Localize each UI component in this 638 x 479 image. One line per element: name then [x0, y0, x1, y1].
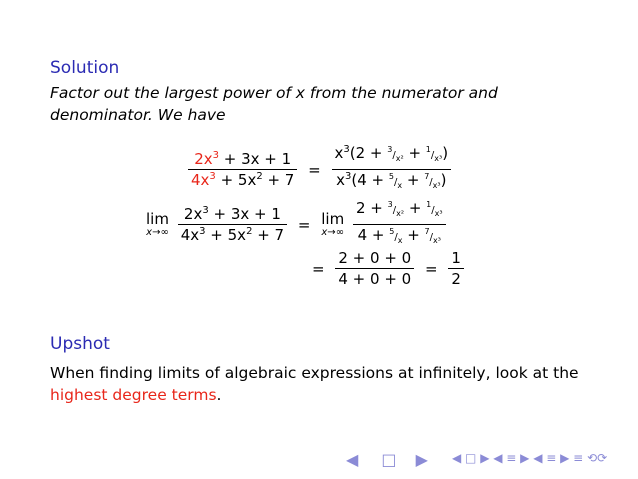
equation-line-1	[188, 143, 451, 196]
fraction-limit-left: $\frac{2x^3 + 3x + 1}{4x^3 + 5x^2 + 7}$	[178, 204, 287, 245]
frame-box-icon[interactable]: □	[381, 450, 397, 469]
slide-nav-primary	[346, 450, 432, 469]
highlight-terms: highest degree terms	[50, 386, 217, 404]
fraction-factored: $\frac{x^3(2 + ^3/_{x^2} + ^1/_{x^3})}{x^3(4 + ^5/_x + ^7/_{x^3})}$	[332, 143, 452, 196]
limit-operator-left: lim x→∞	[146, 209, 169, 238]
upshot-heading: Upshot	[50, 334, 110, 354]
fraction-evaluated: $\frac{2 + 0 + 0}{4 + 0 + 0}$	[335, 248, 414, 289]
previous-slide-icon[interactable]: ◀	[346, 450, 359, 469]
solution-text: Factor out the largest power of x from the numerator and denominator. We have	[50, 84, 498, 124]
fraction-original: $\frac{2x^3 + 3x + 1}{4x^3 + 5x^2 + 7}$	[188, 149, 297, 190]
solution-heading: Solution	[50, 58, 120, 78]
upshot-text: When finding limits of algebraic expressions at infinitely, look at the highest degree terms.	[50, 364, 579, 404]
fraction-limit-right: $\frac{2 + ^3/_{x^2} + ^1/_{x^3}}{4 + ^5/_x + ^7/_{x^3}}$	[353, 198, 446, 251]
next-slide-icon[interactable]: ▶	[415, 450, 428, 469]
equals-sign: =	[308, 160, 321, 179]
beamer-nav-controls[interactable]: ◀ □ ▶ ◀ ≡ ▶ ◀ ≡ ▶ ≡ ⟲⟳	[452, 451, 608, 465]
equals-sign: =	[297, 215, 311, 234]
equals-sign: =	[424, 259, 438, 278]
fraction-result: $\frac{1}{2}$	[448, 248, 464, 289]
equation-line-2	[146, 198, 446, 251]
equals-sign: =	[312, 259, 325, 278]
equation-line-3	[306, 248, 464, 289]
limit-operator-right: lim x→∞	[321, 209, 345, 238]
